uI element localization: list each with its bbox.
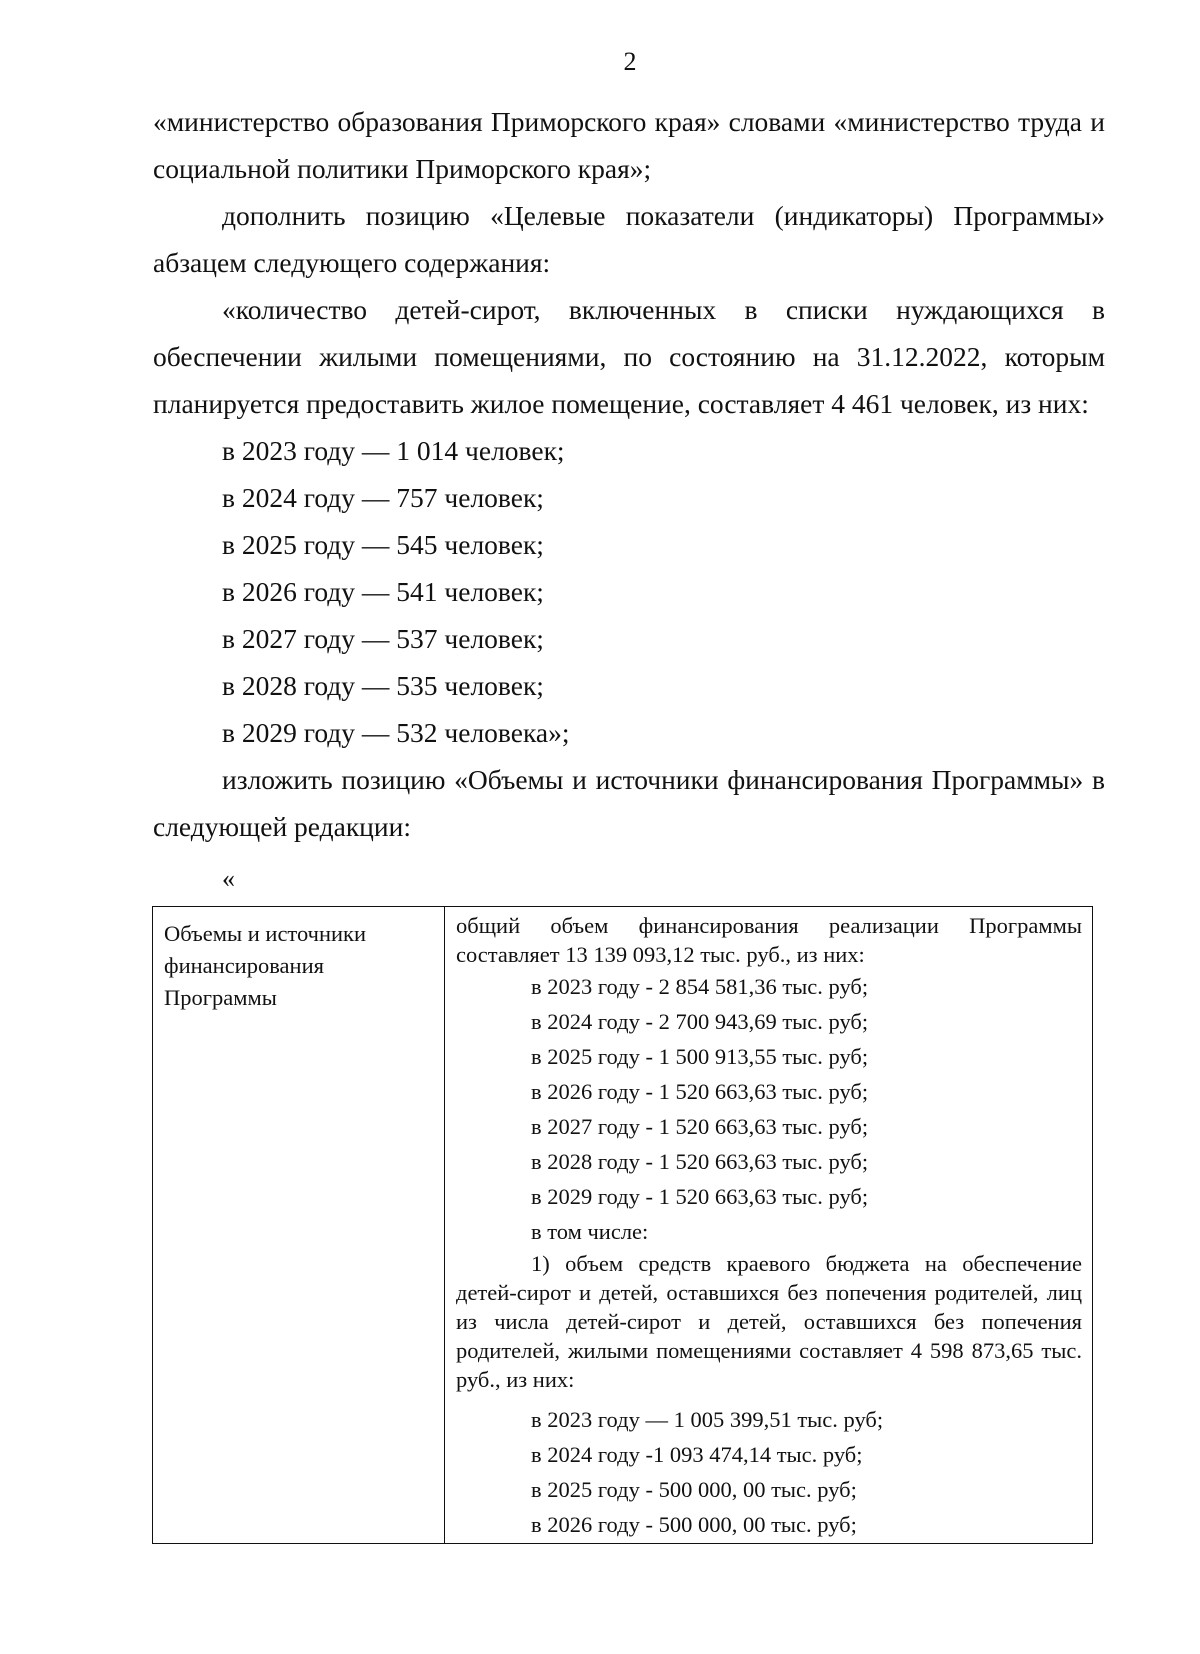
regional-year-line: в 2025 году - 500 000, 00 тыс. руб; <box>531 1477 857 1502</box>
total-year-line: в 2027 году - 1 520 663,63 тыс. руб; <box>531 1114 869 1139</box>
table-label: Объемы и источники финансирования Программы <box>164 921 367 1010</box>
financing-table <box>152 906 1093 1544</box>
opening-quote: « <box>222 864 235 893</box>
paragraph-ministry-rename: «министерство образования Приморского края» словами «министерство труда и социальной политики Приморского края»; <box>153 106 1105 184</box>
page-number: 2 <box>623 47 637 76</box>
year-line: в 2024 году — 757 человек; <box>222 482 544 513</box>
year-line: в 2028 году — 535 человек; <box>222 670 544 701</box>
paragraph-orphans-count: «количество детей-сирот, включенных в списки нуждающихся в обеспечении жилыми помещениями, по состоянию на 31.12.2022, которым планируется предоставить жилое помещение, составляет 4 461 человек, из них: <box>153 294 1105 419</box>
regional-year-line: в 2024 году -1 093 474,14 тыс. руб; <box>531 1442 863 1467</box>
including-label: в том числе: <box>531 1219 649 1244</box>
total-year-line: в 2026 году - 1 520 663,63 тыс. руб; <box>531 1079 869 1104</box>
year-line: в 2025 году — 545 человек; <box>222 529 544 560</box>
year-line: в 2027 году — 537 человек; <box>222 623 544 654</box>
regional-year-line: в 2023 году — 1 005 399,51 тыс. руб; <box>531 1407 884 1432</box>
total-year-line: в 2025 году - 1 500 913,55 тыс. руб; <box>531 1044 869 1069</box>
table-label-cell <box>153 907 445 1544</box>
paragraph-add-indicator: дополнить позицию «Целевые показатели (индикаторы) Программы» абзацем следующего содержания: <box>153 200 1105 278</box>
total-year-line: в 2028 году - 1 520 663,63 тыс. руб; <box>531 1149 869 1174</box>
total-financing-text: общий объем финансирования реализации Программы составляет 13 139 093,12 тыс. руб., из них: <box>456 913 1082 967</box>
year-line: в 2026 году — 541 человек; <box>222 576 544 607</box>
year-line: в 2023 году — 1 014 человек; <box>222 435 565 466</box>
total-year-line: в 2024 году - 2 700 943,69 тыс. руб; <box>531 1009 869 1034</box>
regional-year-line: в 2026 году - 500 000, 00 тыс. руб; <box>531 1512 857 1537</box>
year-line: в 2029 году — 532 человека»; <box>222 717 570 748</box>
regional-budget-text: 1) объем средств краевого бюджета на обеспечение детей-сирот и детей, оставшихся без попечения родителей, лиц из числа детей-сирот и детей, оставшихся без попечения родителей, жилыми помещениями составляет 4 598 873,65 тыс. руб., из них: <box>456 1251 1082 1392</box>
body-text <box>153 98 1105 850</box>
total-year-line: в 2029 году - 1 520 663,63 тыс. руб; <box>531 1184 869 1209</box>
table-row <box>153 907 1093 1544</box>
table-content-cell <box>445 907 1093 1544</box>
total-year-line: в 2023 году - 2 854 581,36 тыс. руб; <box>531 974 869 999</box>
paragraph-financing-position: изложить позицию «Объемы и источники финансирования Программы» в следующей редакции: <box>153 764 1105 842</box>
